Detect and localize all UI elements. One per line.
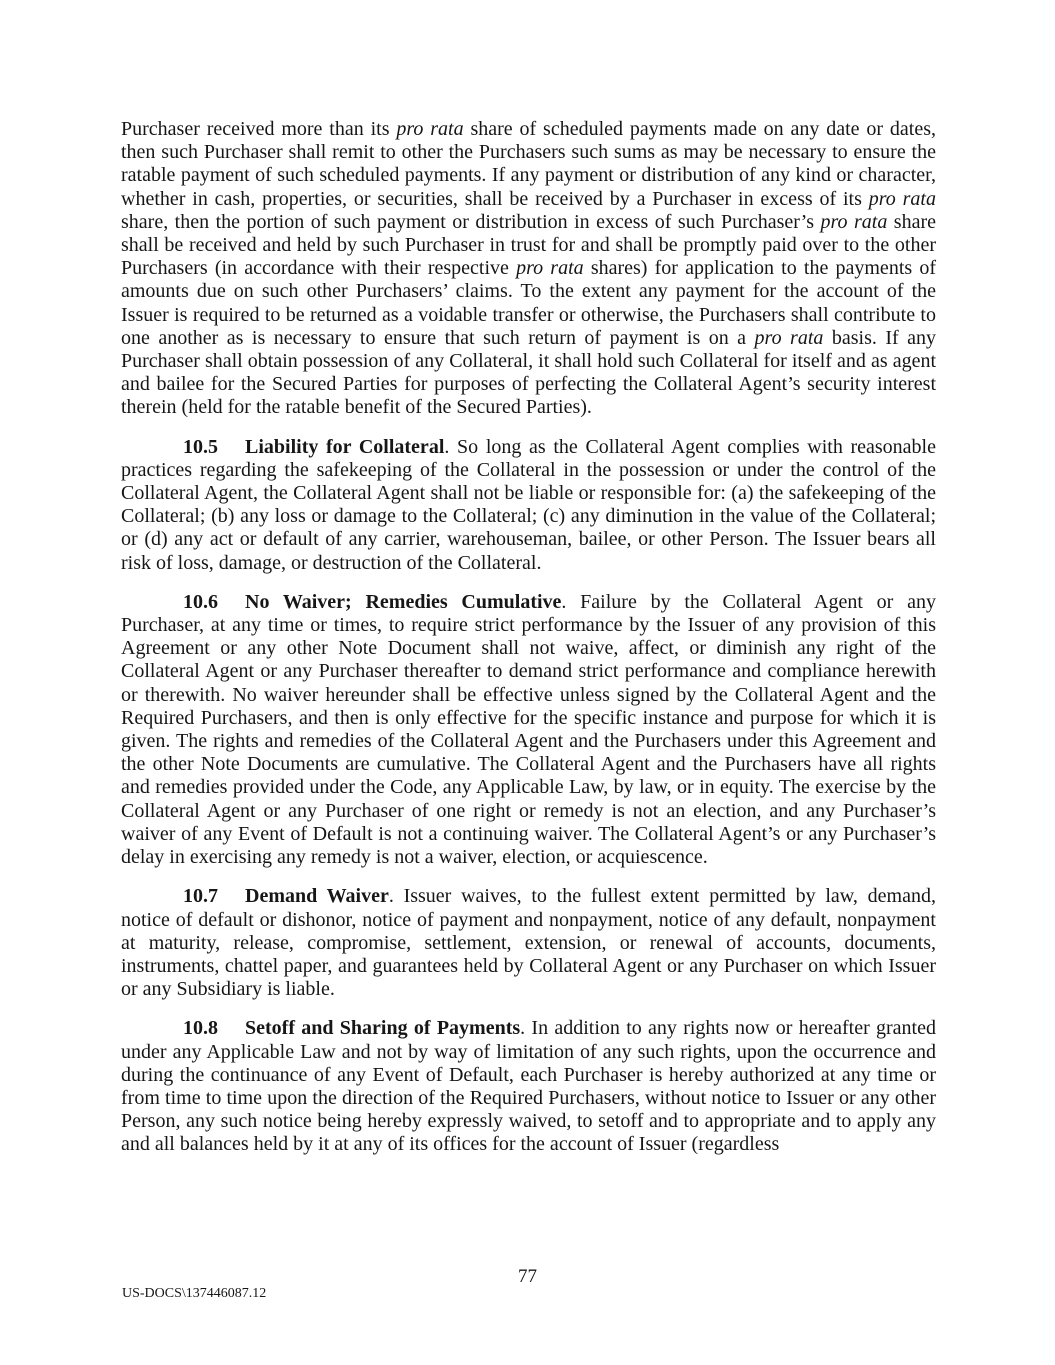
paragraph-ratable-payment-continuation: [121, 118, 936, 420]
text-run: Liability for Collateral: [245, 435, 445, 458]
page-number: 77: [518, 1266, 537, 1287]
section-10-5-liability-for-collateral: [121, 436, 936, 575]
section-10-6-no-waiver-remedies-cumulative: [121, 591, 936, 869]
text-run: pro rata: [754, 326, 824, 349]
text-run: . So long as the Collateral Agent complies with reasonable practices regarding the safekeeping of the Collateral in the possession or under the control of the Collateral Agent, the Collateral Agent shall not be liable or responsible for: (a) the safekeeping of the Collateral; (b) any loss or damage to the Collateral; (c) any diminution in the value of the Collateral; or (d) any act or default of any carrier, warehouseman, bailee, or other Person. The Issuer bears all risk of loss, damage, or destruction of the Collateral.: [121, 435, 936, 574]
footer-doc-id: US-DOCS\137446087.12: [122, 1286, 267, 1301]
text-run: 10.7: [183, 885, 218, 908]
text-run: pro rata: [868, 187, 936, 210]
text-run: pro rata: [516, 257, 584, 280]
section-10-7-demand-waiver: [121, 885, 936, 1001]
text-run: share, then the portion of such payment or distribution in excess of such Purchaser’s: [121, 210, 821, 233]
text-run: share of scheduled payments made on any date or dates, then such Purchaser shall remit to other the Purchasers such sums as may be necessary to ensure the ratable payment of such scheduled payments. If any payment or distribution of any kind or character, whether in cash, properties, or securities, shall be received by a Purchaser in excess of its: [121, 118, 936, 210]
text-run: 10.6: [183, 590, 218, 613]
text-run: share shall be received and held by such Purchaser in trust for and shall be promptly paid over to the other Purchasers (in accordance with their respective: [121, 210, 936, 280]
text-run: shares) for application to the payments of amounts due on such other Purchasers’ claims. To the extent any payment for the account of the Issuer is required to be returned as a voidable transfer or otherwise, the Purchasers shall contribute to one another as is necessary to ensure that such return of payment is on a: [121, 257, 936, 349]
text-run: Purchaser received more than its: [121, 118, 397, 140]
text-run: No Waiver; Remedies Cumulative: [245, 590, 562, 613]
text-run: 10.5: [183, 435, 218, 458]
text-run: Setoff and Sharing of Payments: [245, 1017, 521, 1040]
text-run: . Issuer waives, to the fullest extent permitted by law, demand, notice of default or dishonor, notice of payment and nonpayment, notice of any default, nonpayment at maturity, release, compromise, settlement, extension, or renewal of accounts, documents, instruments, chattel paper, and guarantees held by Collateral Agent or any Purchaser on which Issuer or any Subsidiary is liable.: [121, 885, 936, 1001]
text-run: basis. If any Purchaser shall obtain possession of any Collateral, it shall hold such Collateral for itself and as agent and bailee for the Secured Parties for purposes of perfecting the Collateral Agent’s security interest therein (held for the ratable benefit of the Secured Parties).: [121, 326, 936, 419]
text-run: pro rata: [820, 210, 888, 233]
text-run: 10.8: [183, 1017, 218, 1040]
text-run: pro rata: [396, 118, 464, 140]
text-run: . In addition to any rights now or hereafter granted under any Applicable Law and not by way of limitation of any such rights, upon the occurrence and during the continuance of any Event of Default, each Purchaser is hereby authorized at any time or from time to time upon the direction of the Required Purchasers, without notice to Issuer or any other Person, any such notice being hereby expressly waived, to setoff and to appropriate and to apply any and all balances held by it at any of its offices for the account of Issuer (regardless: [121, 1017, 936, 1156]
text-run: . Failure by the Collateral Agent or any Purchaser, at any time or times, to require strict performance by the Issuer of any provision of this Agreement or any other Note Document shall not waive, affect, or diminish any right of the Collateral Agent or any Purchaser thereafter to demand strict performance and compliance herewith or therewith. No waiver hereunder shall be effective unless signed by the Collateral Agent and the Required Purchasers, and then is only effective for the specific instance and purpose for which it is given. The rights and remedies of the Collateral Agent and the Purchasers under this Agreement and the other Note Documents are cumulative. The Collateral Agent and the Purchasers have all rights and remedies provided under the Code, any Applicable Law, by law, or in equity. The exercise by the Collateral Agent or any Purchaser of one right or remedy is not an election, and any Purchaser’s waiver of any Event of Default is not a continuing waiver. The Collateral Agent’s or any Purchaser’s delay in exercising any remedy is not a waiver, election, or acquiescence.: [121, 590, 936, 869]
section-10-8-setoff-and-sharing-of-payments: [121, 1017, 936, 1156]
text-run: Demand Waiver: [245, 885, 389, 908]
document-body: [121, 118, 936, 1173]
